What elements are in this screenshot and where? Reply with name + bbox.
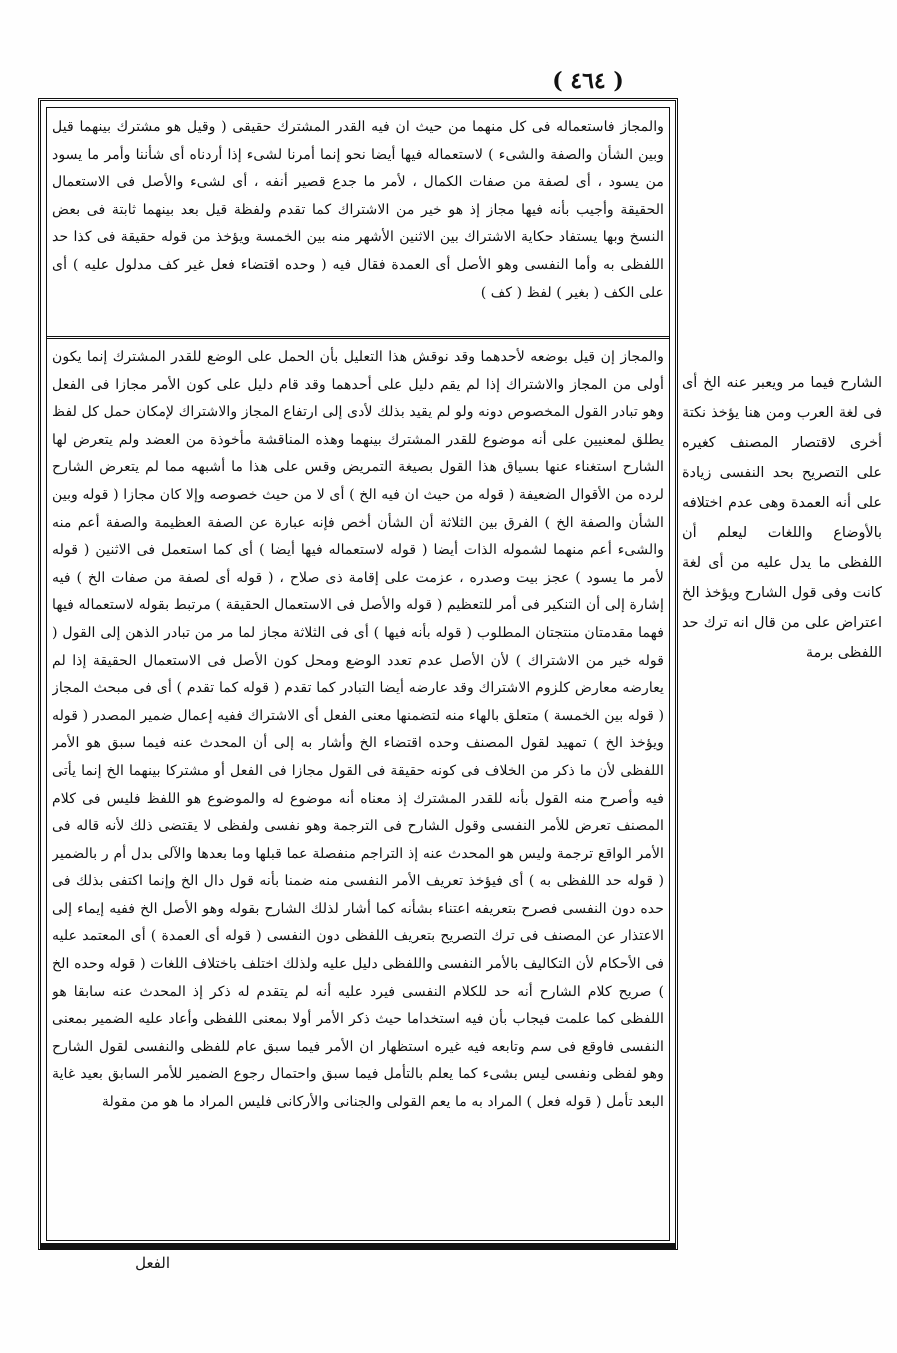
main-text-upper-paragraph: والمجاز فاستعماله فى كل منهما من حيث ان فيه القدر المشترك حقيقى ( وقيل هو مشترك بينهما قيل وبين الشأن والصفة والشىء ) لاستعماله فيها أيضا نحو إنما أمرنا لشىء إذا أردناه أى شأننا وأمر ما يسود من يسود ، أى لصفة من صفات الكمال ، لأمر ما جدع قصير أنفه ، أى لشىء والأصل فى الاستعمال الحقيقة وأجيب بأنه فيها مجاز إذ هو خير من الاشتراك كما تقدم ولفظة قيل بعد بينهما ثابتة فى بعض النسخ وبها يستفاد حكاية الاشتراك بين الاثنين الأشهر منه بين الخمسة ويؤخذ من قوله حقيقة فى كذا حد اللفظى به وأما النفسى وهو الأصل أى العمدة فقال فيه ( وحده اقتضاء فعل غير كف مدلول عليه ) أى على الكف ( بغير ) لفظ ( كف ) xyxy=(52,119,664,301)
margin-note-text: الشارح فيما مر ويعبر عنه الخ أى فى لغة العرب ومن هنا يؤخذ نكتة أخرى لاقتصار المصنف كغيره على التصريح بحد النفسى زيادة على أنه العمدة وهى عدم اختلافه بالأوضاع واللغات ليعلم أن اللفظى ما يدل عليه من أى لغة كانت وفى قول الشارح ويؤخذ الخ اعتراض على من قال انه ترك حد اللفظى برمة xyxy=(682,375,882,661)
page-number: ( ٤٦٤ ) xyxy=(552,68,624,94)
commentary-text xyxy=(52,344,664,1232)
section-divider xyxy=(46,336,670,339)
catchword: الفعل xyxy=(135,1254,170,1272)
main-text-upper xyxy=(52,114,664,336)
margin-note xyxy=(682,368,882,828)
commentary-paragraph: والمجاز إن قيل بوضعه لأحدهما وقد نوقش هذا التعليل بأن الحمل على الوضع للقدر المشترك إنما يكون أولى من المجاز والاشتراك إذا لم يقم دليل على أحدهما وقد قام دليل على كون الأمر مجازا فى الفعل وهو تبادر القول المخصوص دونه ولو لم يقيد بذلك لأدى إلى ارتفاع المجاز والاشتراك لإمكان حمل كل لفظ يطلق لمعنيين على أنه موضوع للقدر المشترك بينهما وهذه المناقشة مأخوذة من العضد ولم يتعرض لها الشارح استغناء عنها بسياق هذا القول بصيغة التمريض وقس على هذا ما أشبهه مما لم يتعرض الشارح لرده من الأقوال الضعيفة ( قوله من حيث ان فيه الخ ) أى لا من حيث خصوصه وإلا كان مجازا ( قوله وبين الشأن والصفة الخ ) الفرق بين الثلاثة أن الشأن أخص فإنه عبارة عن الصفة العظيمة والصفة أعم منه والشىء أعم منهما لشموله الذات أيضا ( قوله لاستعماله فيها أيضا ) أى كما استعمل فى الاثنين ( قوله لأمر ما يسود ) عجز بيت وصدره ، عزمت على إقامة ذى صلاح ، ( قوله أى لصفة من صفات الخ ) فيه إشارة إلى أن التنكير فى أمر للتعظيم ( قوله والأصل فى الاستعمال الحقيقة ) مرتبط بقوله لاستعماله فيها فهما مقدمتان منتجتان المطلوب ( قوله بأنه فيها ) أى فى الثلاثة مجاز لما مر من تبادر الذهن إلى القول ( قوله خير من الاشتراك ) لأن الأصل عدم تعدد الوضع ومحل كون الأصل فى الاستعمال الحقيقة إذا لم يعارضه معارض كلزوم الاشتراك وقد عارضه أيضا التبادر كما تقدم ( قوله كما تقدم ) أى فى مبحث المجاز ( قوله بين الخمسة ) متعلق بالهاء منه لتضمنها معنى الفعل أى الاشتراك ففيه إعمال ضمير المصدر ( قوله ويؤخذ الخ ) تمهيد لقول المصنف وحده اقتضاء الخ وأشار به إلى أن المحدث عنه فيما سبق هو الأمر اللفظى لأن ما ذكر من الخلاف فى كونه حقيقة فى القول مجازا فى الفعل أو مشتركا بينهما الخ إنما يأتى فيه وأصرح منه القول بأنه للقدر المشترك إذ معناه أنه موضوع له والموضوع هو اللفظ فليس فى كلام المصنف تعرض للأمر النفسى وقول الشارح فى الترجمة وهو نفسى ولفظى لا يقتضى ذلك لأنه قاله فى الأمر الواقع ترجمة وليس هو المحدث عنه إذ التراجم منفصلة عما قبلها وما بعدها والآلى بدل أم ر بالضمير ( قوله حد اللفظى به ) أى فيؤخذ تعريف الأمر النفسى منه ضمنا بأنه قول دال الخ وإنما اكتفى بذلك فى حده دون النفسى فصرح بتعريفه اعتناء بشأنه كما أشار لذلك الشارح بقوله وهو الأصل الخ ففيه إيماء إلى الاعتذار عن المصنف فى ترك التصريح بتعريف اللفظى دون النفسى ( قوله أى العمدة ) أى المعتمد عليه فى الأحكام لأن التكاليف بالأمر النفسى واللفظى دليل عليه ولذلك اختلف باختلاف اللغات ( قوله وحده الخ ) صريح كلام الشارح أنه حد للكلام النفسى فيرد عليه أنه لم يتقدم له ذكر إذ المحدث عنه سابقا هو اللفظى كما علمت فيجاب بأن فيه استخداما حيث ذكر الأمر أولا بمعنى اللفظى وأعاد عليه الضمير بمعنى النفسى فاوقع فى سم وتابعه فيه غيره استظهار ان الأمر فيما سبق عام للفظى والنفسى لقول الشارح وهو لفظى ونفسى ليس بشىء كما يعلم بالتأمل فيما سبق واحتمال رجوع الضمير للأمر السابق بعيد غاية البعد تأمل ( قوله فعل ) المراد به ما يعم القولى والجنانى والأركانى فليس المراد ما هو من مقولة xyxy=(52,349,664,1111)
bottom-rule xyxy=(40,1243,676,1249)
